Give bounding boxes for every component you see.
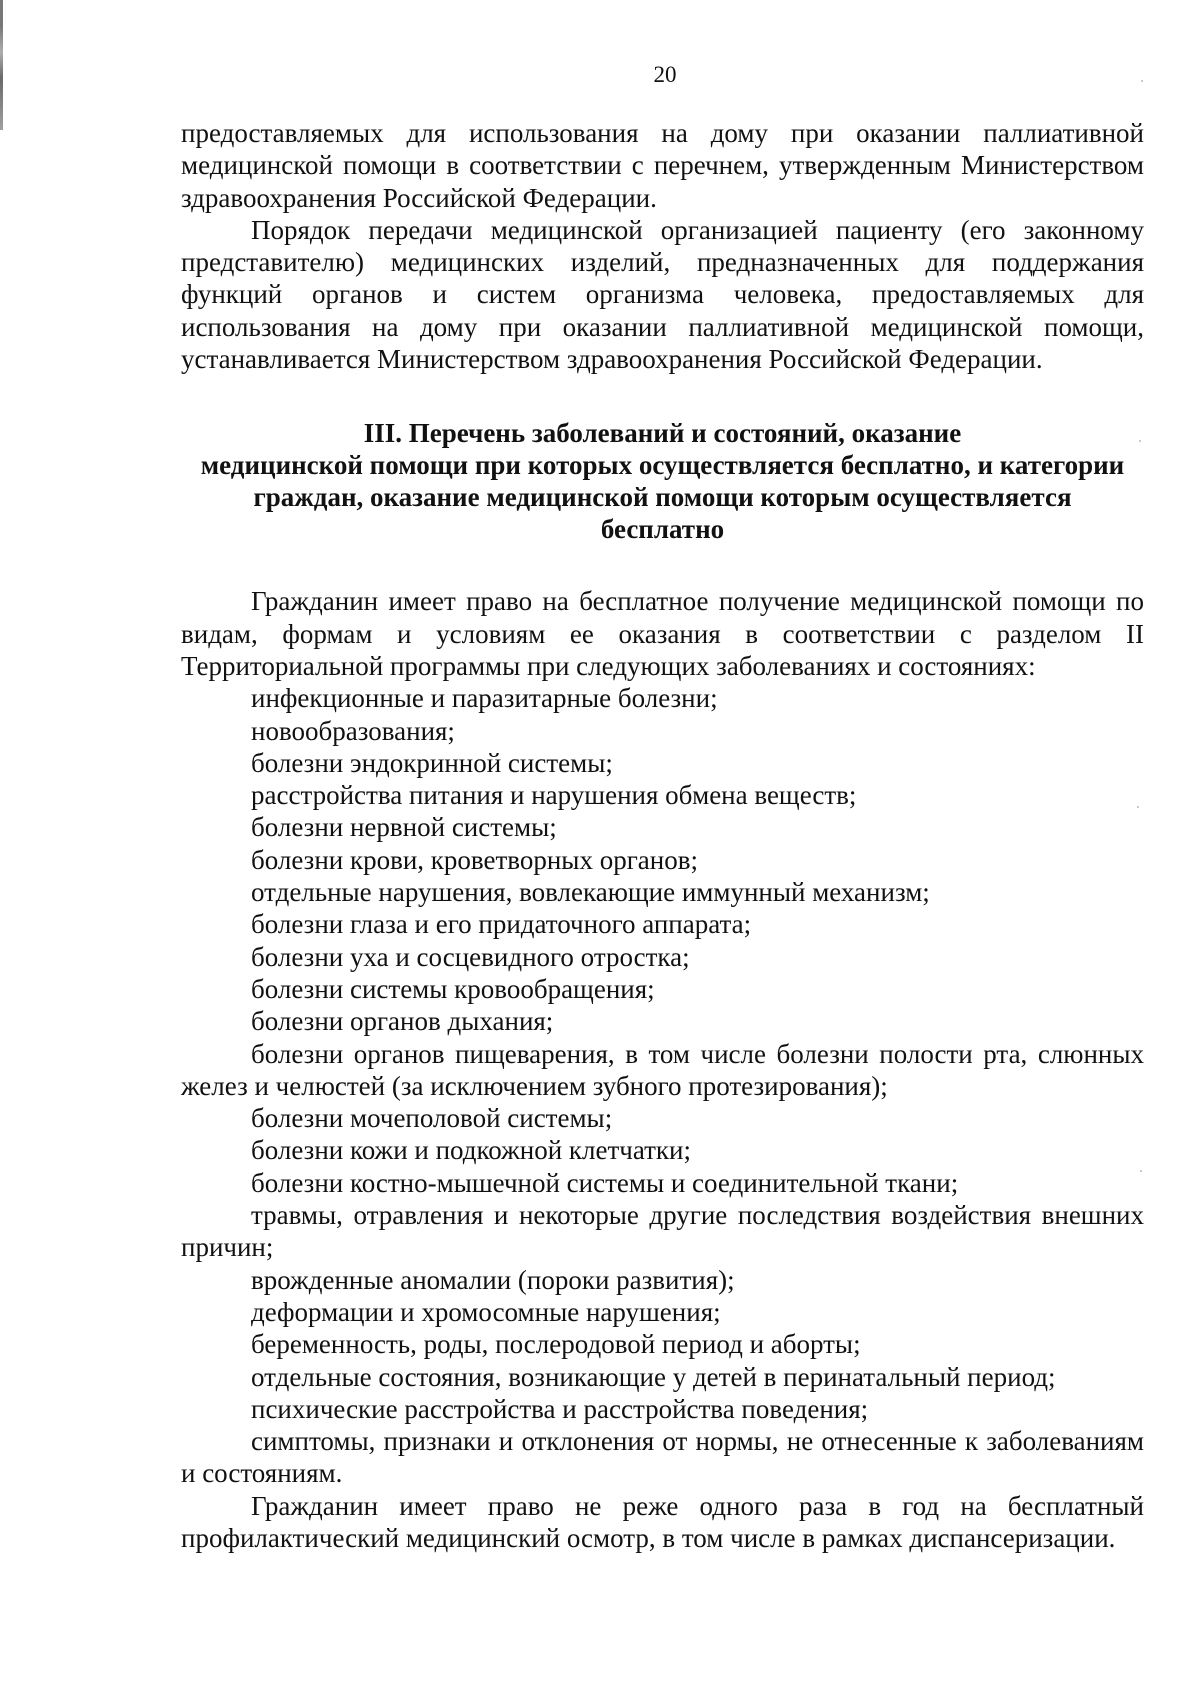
scan-speck: [1140, 1170, 1142, 1172]
section-heading-line: бесплатно: [600, 514, 725, 545]
conditions-list: [181, 682, 1144, 1489]
list-item: новообразования;: [251, 715, 455, 746]
list-item: травмы, отравления и некоторые другие последствия воздействия внешних причин;: [181, 1200, 1144, 1263]
scan-speck: [1137, 806, 1139, 808]
list-item: болезни глаза и его придаточного аппарата;: [251, 909, 752, 940]
list-item: инфекционные и паразитарные болезни;: [251, 683, 718, 714]
document-body: [181, 117, 1144, 1554]
list-item: болезни мочеполовой системы;: [251, 1103, 613, 1134]
intro-paragraph-continued: предоставляемых для использования на дому при оказании паллиативной медицинской помощи в соответствии с перечнем, утвержденным Министерством здравоохранения Российской Федерации.: [181, 118, 1144, 213]
list-item: болезни кожи и подкожной клетчатки;: [251, 1135, 692, 1166]
scan-speck: [1139, 440, 1141, 442]
list-item: болезни костно-мышечной системы и соединительной ткани;: [251, 1167, 959, 1198]
list-item: деформации и хромосомные нарушения;: [251, 1296, 721, 1327]
list-item: симптомы, признаки и отклонения от нормы, не отнесенные к заболеваниям и состояниям.: [181, 1426, 1144, 1489]
section-heading: [181, 417, 1144, 545]
list-item: болезни органов дыхания;: [251, 1006, 554, 1037]
list-item: болезни эндокринной системы;: [251, 747, 613, 778]
list-item: болезни органов пищеварения, в том числе болезни полости рта, слюнных желез и челюстей (за исключением зубного протезирования);: [181, 1038, 1144, 1101]
list-item: психические расстройства и расстройства поведения;: [251, 1393, 869, 1424]
page-number: 20: [653, 62, 677, 87]
list-item: болезни крови, кроветворных органов;: [251, 844, 698, 875]
closing-paragraph: Гражданин имеет право не реже одного раза в год на бесплатный профилактический медицинский осмотр, в том числе в рамках диспансеризации.: [181, 1490, 1144, 1553]
list-item: отдельные нарушения, вовлекающие иммунный механизм;: [251, 877, 930, 908]
scan-speck: [1141, 80, 1143, 82]
section-heading-line: III. Перечень заболеваний и состояний, оказание: [363, 418, 962, 449]
list-item: болезни системы кровообращения;: [251, 973, 655, 1004]
list-item: отдельные состояния, возникающие у детей в перинатальный период;: [251, 1361, 1056, 1392]
list-item: болезни уха и сосцевидного отростка;: [251, 941, 690, 972]
lead-paragraph: Гражданин имеет право на бесплатное получение медицинской помощи по видам, формам и условиям ее оказания в соответствии с разделом II Территориальной программы при следующих заболеваниях и состояниях:: [181, 586, 1144, 681]
list-item: беременность, роды, послеродовой период и аборты;: [251, 1329, 861, 1360]
list-item: врожденные аномалии (пороки развития);: [251, 1264, 735, 1295]
list-item: расстройства питания и нарушения обмена веществ;: [251, 780, 857, 811]
section-heading-line: граждан, оказание медицинской помощи которым осуществляется: [253, 482, 1072, 513]
intro-paragraph-transfer-procedure: Порядок передачи медицинской организацией пациенту (его законному представителю) медицинских изделий, предназначенных для поддержания функций органов и систем организма человека, предоставляемых для использования на дому при оказании паллиативной медицинской помощи, устанавливается Министерством здравоохранения Российской Федерации.: [181, 214, 1144, 375]
list-item: болезни нервной системы;: [251, 812, 557, 843]
section-heading-line: медицинской помощи при которых осуществляется бесплатно, и категории: [200, 450, 1125, 481]
